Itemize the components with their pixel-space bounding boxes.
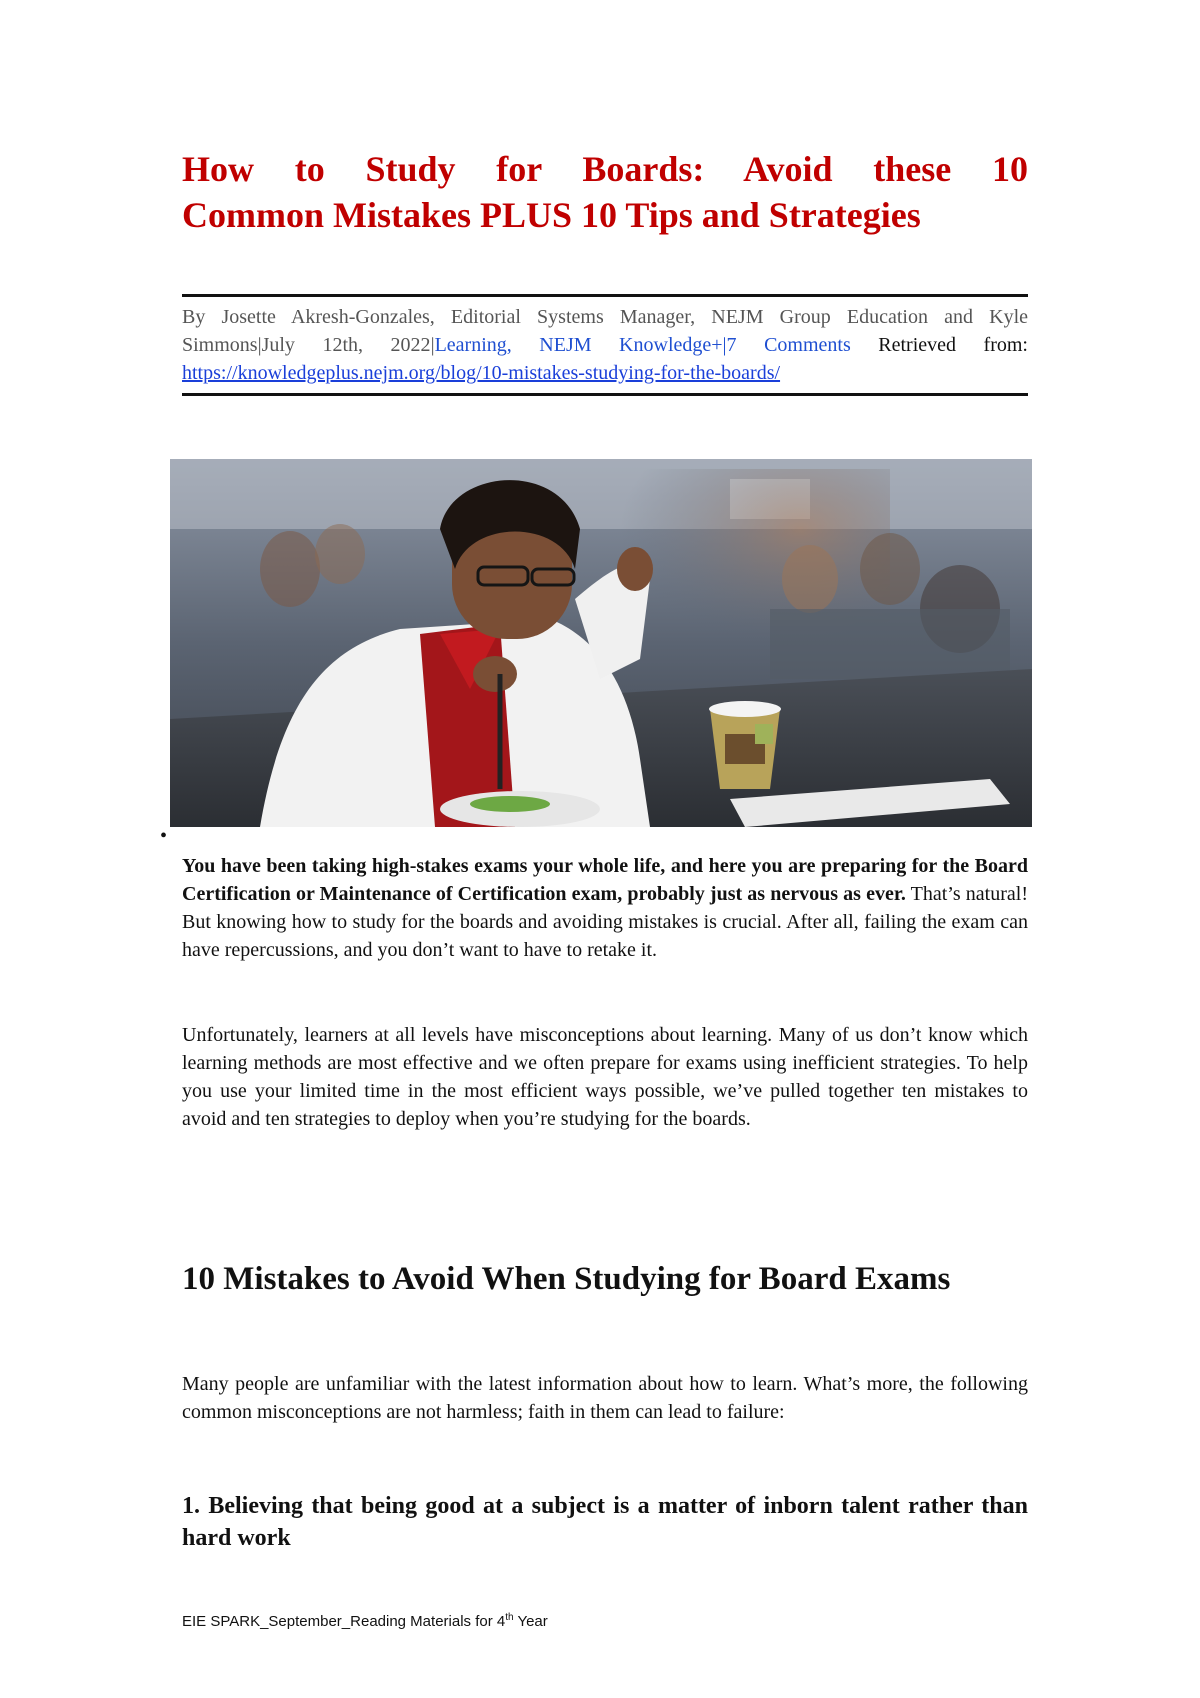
photo-of-doctor-studying-icon [170, 459, 1032, 827]
byline-date: July 12th, 2022 [261, 334, 431, 356]
section-intro-paragraph: Many people are unfamiliar with the latest information about how to learn. What’s more, the following common misconceptions are not harmless; faith in them can lead to failure: [182, 1373, 1028, 1423]
retrieved-label: Retrieved from: [850, 334, 1028, 356]
source-url-link[interactable]: https://knowledgeplus.nejm.org/blog/10-mistakes-studying-for-the-boards/ [182, 362, 781, 384]
title-line-1: How to Study for Boards: Avoid these 10 [182, 149, 1028, 189]
section-heading: 10 Mistakes to Avoid When Studying for Board Exams [182, 1261, 951, 1297]
footer-text: EIE SPARK_September_Reading Materials for 4 [182, 1613, 506, 1630]
intro-regular-text: That’s natural! But knowing how to study for the boards and avoiding mistakes is crucial. After all, failing the exam can have repercussions, and you don’t want to have to retake it. [182, 883, 1028, 961]
bottom-divider [182, 393, 1028, 396]
page-footer [182, 1612, 548, 1630]
byline-separator: | [257, 334, 262, 356]
byline-authors: By Josette Akresh-Gonzales, Editorial Systems Manager, NEJM Group Education and Kyle Simmons [182, 306, 1028, 356]
byline-comma: , [506, 334, 540, 356]
intro-bold-text: You have been taking high-stakes exams your whole life, and here you are preparing for the Board Certification or Maintenance of Certification exam, probably just as nervous as ever. [182, 855, 1028, 905]
misconceptions-paragraph: Unfortunately, learners at all levels have misconceptions about learning. Many of us don’t know which learning methods are most effective and we often prepare for exams using inefficient strategies. To help you use your limited time in the most efficient ways possible, we’ve pulled together ten mistakes to avoid and ten strategies to deploy when you’re studying for the boards. [182, 1024, 1028, 1130]
category-link-nejm-knowledge[interactable]: NEJM Knowledge+ [539, 334, 723, 356]
byline-separator: | [722, 334, 727, 356]
article-title [182, 146, 1028, 238]
list-bullet: • [160, 825, 168, 847]
footer-text-end: Year [513, 1613, 548, 1630]
footer-superscript: th [505, 1612, 514, 1623]
top-divider [182, 294, 1028, 297]
mistake-1-heading: 1. Believing that being good at a subject is a matter of inborn talent rather than hard work [182, 1493, 1028, 1551]
byline [182, 303, 1028, 387]
byline-separator: | [430, 334, 435, 356]
category-link-learning[interactable]: Learning [434, 334, 507, 356]
intro-paragraph [182, 852, 1028, 964]
title-line-2: Common Mistakes PLUS 10 Tips and Strategies [182, 195, 921, 235]
comments-link[interactable]: 7 Comments [726, 334, 851, 356]
